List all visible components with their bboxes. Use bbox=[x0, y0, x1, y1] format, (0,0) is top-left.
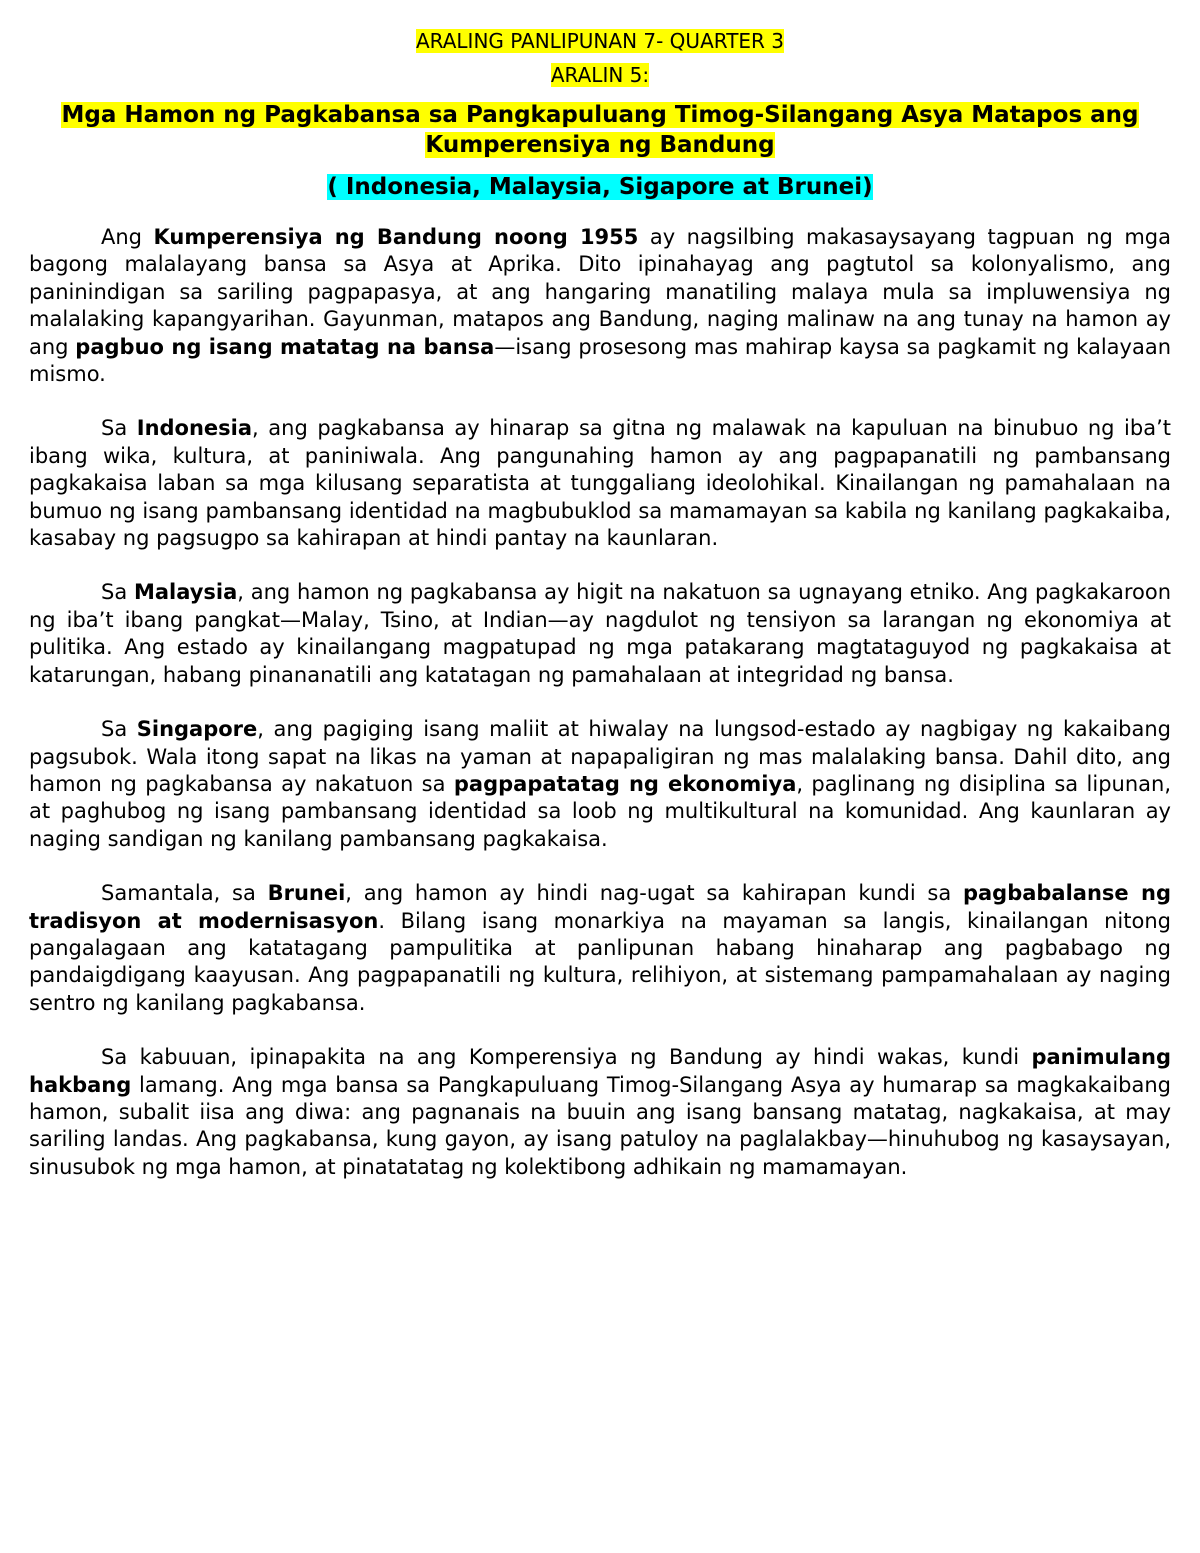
paragraph-text: ay nagsilbing makasaysayang tagpuan ng mga bagong malalayang bansa sa Asya at Aprika. Dito ipinahayag ang pagtutol sa kolonyalismo, ang paninindigan sa sariling pagpapasya, at ang hangaring manatiling malaya mula sa impluwensiya ng malalaking kapangyarihan. Gayunman, matapos ang Bandung, naging malinaw na ang tunay na hamon ay ang bbox=[29, 225, 1171, 359]
paragraph-brunei bbox=[29, 880, 1171, 1017]
bold-term: Brunei bbox=[267, 881, 346, 906]
paragraph-text: . Bilang isang monarkiya na mayaman sa langis, kinailangan nitong pangalagaan ang katatagang pampulitika at panlipunan habang hinaharap ang pagbabago ng pandaigdigang kaayusan. Ang pagpapanatili ng kultura, relihiyon, at sistemang pampamahalaan ay naging sentro ng kanilang pagkabansa. bbox=[29, 908, 1171, 1015]
paragraph-text: , ang hamon ng pagkabansa ay higit na nakatuon sa ugnayang etniko. Ang pagkakaroon ng iba’t ibang pangkat—Malay, Tsino, at Indian—ay nagdulot ng tensiyon sa larangan ng ekonomiya at pulitika. Ang estado ay kinailangang magpatupad ng mga patakarang magtataguyod ng pagkakaisa at katarungan, habang pinananatili ang katatagan ng pamahalaan at integridad ng bansa. bbox=[29, 580, 1172, 687]
paragraph-text: , ang pagiging isang maliit at hiwalay na lungsod-estado ay nagbigay ng kakaibang pagsubok. Wala itong sapat na likas na yaman at napapaligiran ng mas malalaking bansa. Dahil dito, ang hamon ng pagkabansa ay nakatuon sa bbox=[29, 717, 1171, 796]
paragraph-malaysia bbox=[29, 579, 1171, 689]
paragraph-text: Sa bbox=[101, 416, 137, 441]
bold-term: pagbuo ng isang matatag na bansa bbox=[75, 334, 495, 359]
bold-term: Malaysia bbox=[133, 580, 238, 605]
lesson-title bbox=[29, 100, 1171, 160]
countries-subtitle-text: ( Indonesia, Malaysia, Sigapore at Brunei) bbox=[327, 174, 873, 200]
paragraph-text: , ang hamon ay hindi nag-ugat sa kahirapan kundi sa bbox=[345, 881, 963, 906]
paragraph-text: Sa kabuuan, ipinapakita na ang Komperensiya ng Bandung ay hindi wakas, kundi bbox=[101, 1045, 1032, 1070]
paragraph-text: Samantala, sa bbox=[101, 881, 268, 906]
subject-heading-text: ARALING PANLIPUNAN 7- QUARTER 3 bbox=[415, 29, 785, 53]
paragraph-conclusion bbox=[29, 1044, 1171, 1181]
bold-term: Indonesia bbox=[136, 416, 253, 441]
bold-term: Singapore bbox=[136, 717, 258, 742]
bold-term: pagbabalanse ng tradisyon at modernisasyon bbox=[29, 881, 1171, 933]
paragraph-text: Ang bbox=[101, 225, 154, 249]
paragraph-text: lamang. Ang mga bansa sa Pangkapuluang Timog-Silangang Asya ay humarap sa magkakaibang hamon, subalit iisa ang diwa: ang pagnanais na buuin ang isang bansang matatag, nagkakaisa, at may sariling landas. Ang pagkabansa, kung gayon, ay isang patuloy na paglalakbay—hinuhubog ng kasaysayan, sinusubok ng mga hamon, at pinatatatag ng kolektibong adhikain ng mamamayan. bbox=[29, 1072, 1171, 1179]
countries-subtitle bbox=[29, 172, 1171, 202]
paragraph-text: —isang prosesong mas mahirap kaysa sa pagkamit ng kalayaan mismo. bbox=[29, 334, 1171, 387]
paragraph-indonesia bbox=[29, 415, 1171, 552]
paragraph-text: , paglinang ng disiplina sa lipunan, at paghubog ng isang pambansang identidad sa loob ng multikultural na komunidad. Ang kaunlaran ay naging sandigan ng kanilang pambansang pagkakaisa. bbox=[29, 771, 1172, 851]
paragraph-text: , ang pagkabansa ay hinarap sa gitna ng malawak na kapuluan na binubuo ng iba’t ibang wika, kultura, at paniniwala. Ang pangunahing hamon ay ang pagpapanatili ng pambansang pagkakaisa laban sa mga kilusang separatista at tunggaliang ideolohikal. Kinailangan ng pamahalaan na bumuo ng isang pambansang identidad na magbubuklod sa mamamayan sa kabila ng kanilang pagkakaiba, kasabay ng pagsugpo sa kahirapan at hindi pantay na kaunlaran. bbox=[29, 416, 1171, 551]
bold-term: Kumperensiya ng Bandung noong 1955 bbox=[153, 225, 639, 249]
paragraph-text: Sa bbox=[101, 717, 137, 742]
paragraph-bandung-intro bbox=[29, 224, 1171, 388]
bold-term: pagpapatatag ng ekonomiya bbox=[453, 771, 797, 796]
subject-heading bbox=[29, 28, 1171, 54]
paragraph-text: Sa bbox=[101, 580, 134, 605]
paragraph-singapore bbox=[29, 716, 1171, 853]
lesson-title-text: Mga Hamon ng Pagkabansa sa Pangkapuluang Timog-Silangang Asya Matapos ang Kumperensiya ng Bandung bbox=[61, 102, 1139, 158]
lesson-heading-text: ARALIN 5: bbox=[550, 63, 650, 87]
lesson-heading bbox=[29, 62, 1171, 88]
bold-term: panimulang hakbang bbox=[29, 1045, 1171, 1097]
